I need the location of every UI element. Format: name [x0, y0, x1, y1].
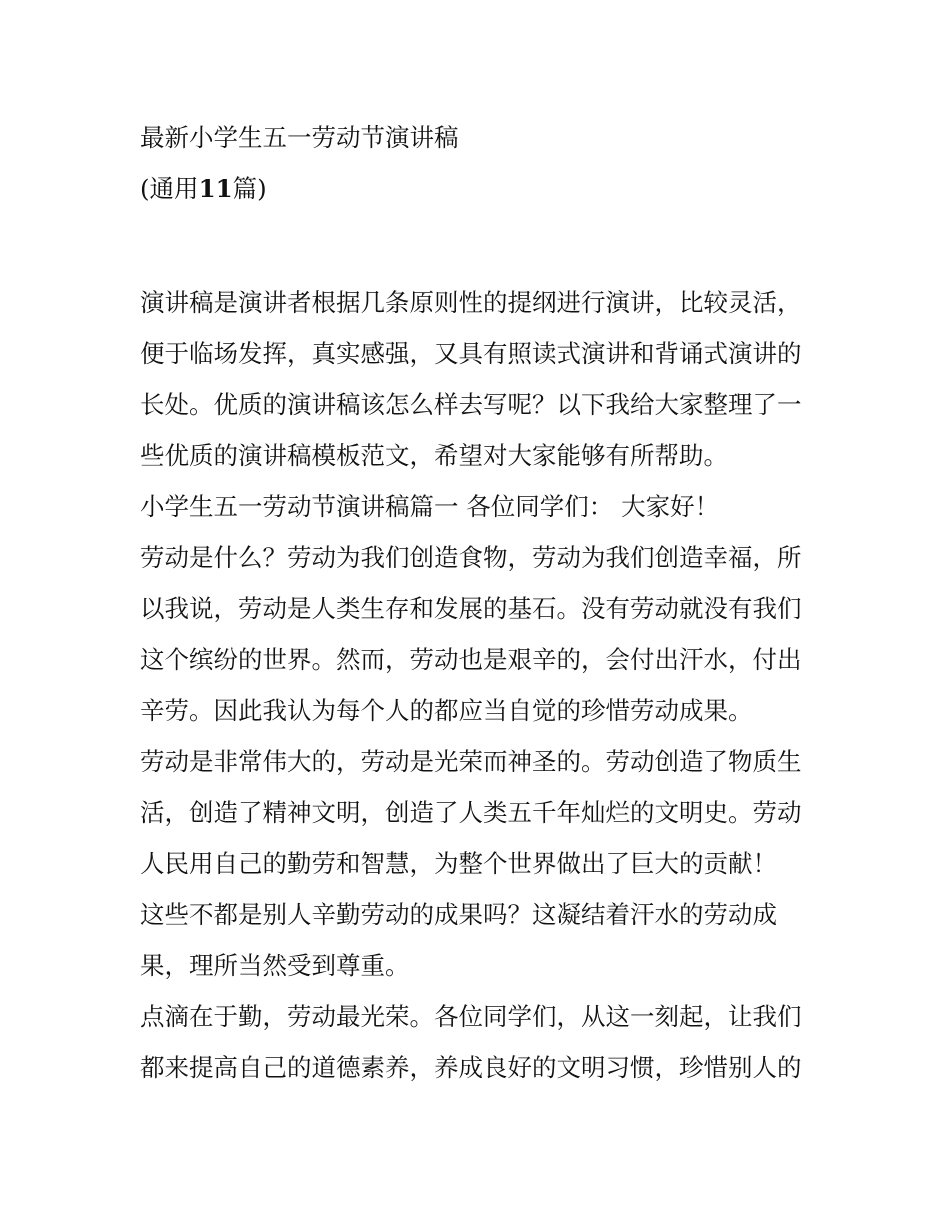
- text-line: 这个缤纷的世界。然而，劳动也是艰辛的，会付出汗水，付出: [140, 645, 802, 674]
- text-line: 小学生五一劳动节演讲稿篇一 各位同学们： 大家好！: [140, 492, 720, 521]
- text-line: 人民用自己的勤劳和智慧，为整个世界做出了巨大的贡献！: [140, 849, 777, 878]
- text-line: 活，创造了精神文明，创造了人类五千年灿烂的文明史。劳动: [140, 798, 802, 827]
- text-line: 这些不都是别人辛勤劳动的成果吗？这凝结着汗水的劳动成: [140, 900, 777, 929]
- title-line-2-suffix: 篇): [232, 174, 267, 203]
- text-line: 劳动是什么？劳动为我们创造食物，劳动为我们创造幸福，所: [140, 543, 802, 572]
- text-line: 便于临场发挥，真实感强，又具有照读式演讲和背诵式演讲的: [140, 339, 802, 368]
- title-line-2-number: 11: [198, 174, 233, 203]
- text-line: 果，理所当然受到尊重。: [140, 951, 410, 980]
- paragraph-what-is-labor: [140, 532, 820, 736]
- document-body: [140, 277, 820, 1093]
- title-line-2-prefix: (通用: [140, 174, 199, 203]
- paragraph-diligence: [140, 991, 820, 1093]
- text-line: 劳动是非常伟大的，劳动是光荣而神圣的。劳动创造了物质生: [140, 747, 802, 776]
- title-line-2: [140, 163, 830, 214]
- text-line: 长处。优质的演讲稿该怎么样去写呢？以下我给大家整理了一: [140, 390, 802, 419]
- paragraph-intro: [140, 277, 820, 481]
- title-line-1: 最新小学生五一劳动节演讲稿: [140, 123, 459, 152]
- text-line: 演讲稿是演讲者根据几条原则性的提纲进行演讲，比较灵活，: [140, 288, 802, 317]
- paragraph-labor-is-great: [140, 736, 820, 889]
- text-line: 辛劳。因此我认为每个人的都应当自觉的珍惜劳动成果。: [140, 696, 753, 725]
- text-line: 以我说，劳动是人类生存和发展的基石。没有劳动就没有我们: [140, 594, 802, 623]
- paragraph-speech-heading: [140, 481, 820, 532]
- paragraph-respect-results: [140, 889, 820, 991]
- document-title: [140, 112, 830, 214]
- text-line: 点滴在于勤，劳动最光荣。各位同学们，从这一刻起，让我们: [140, 1002, 802, 1031]
- text-line: 都来提高自己的道德素养，养成良好的文明习惯，珍惜别人的: [140, 1053, 802, 1082]
- text-line: 些优质的演讲稿模板范文，希望对大家能够有所帮助。: [140, 441, 728, 470]
